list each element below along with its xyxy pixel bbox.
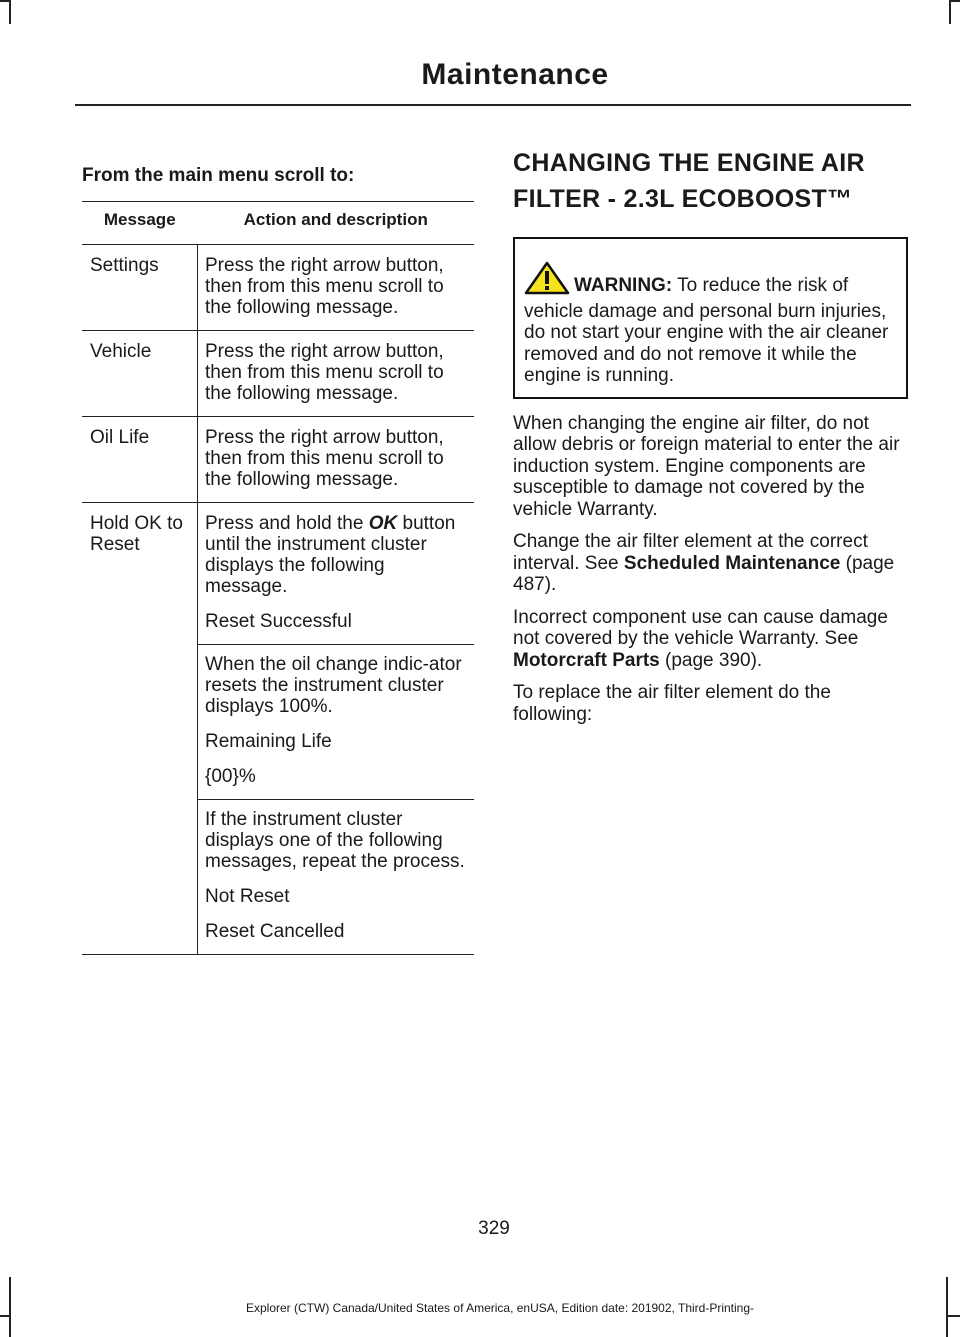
- paragraph-text: Incorrect component use can cause damage not covered by the vehicle Warranty. See: [513, 606, 888, 649]
- table-header-row: [82, 202, 474, 245]
- crop-mark-top-left-v: [9, 0, 11, 24]
- display-message: Not Reset: [205, 886, 290, 907]
- section-title: CHANGING THE ENGINE AIR FILTER - 2.3L ECOBOOST™: [513, 149, 865, 213]
- crop-mark-top-left: [0, 0, 9, 2]
- row-message: Vehicle: [82, 331, 198, 417]
- header-rule: [75, 104, 911, 106]
- row-action: [198, 800, 475, 955]
- display-message: Reset Cancelled: [205, 921, 345, 942]
- left-column: [82, 165, 474, 955]
- crop-mark-top-right-v: [949, 0, 951, 24]
- header-message: Message: [82, 202, 198, 245]
- footer-text: Explorer (CTW) Canada/United States of America, enUSA, Edition date: 201902, Third-Printing-: [245, 1301, 755, 1315]
- crop-mark-top-right: [951, 0, 960, 2]
- action-text: [205, 513, 468, 597]
- action-text: When the oil change indic-ator resets the instrument cluster displays 100%.: [205, 654, 462, 717]
- row-message: Oil Life: [82, 417, 198, 503]
- row-message: Settings: [82, 245, 198, 331]
- warning-text: To reduce the risk of vehicle damage and personal burn injuries, do not start your engine with the air cleaner removed and do not remove it while the engine is running.: [524, 275, 889, 386]
- table-row: [82, 417, 474, 503]
- row-action: [198, 503, 475, 645]
- table-intro: From the main menu scroll to:: [82, 165, 355, 186]
- row-action: Press the right arrow button, then from this menu scroll to the following message.: [198, 245, 475, 331]
- action-text-post: button until the instrument cluster displays the following message.: [205, 513, 456, 597]
- row-message: Hold OK to Reset: [82, 503, 198, 955]
- paragraph: [513, 607, 908, 672]
- warning-label: WARNING:: [574, 275, 673, 296]
- display-value: {00}%: [205, 766, 256, 787]
- header-action: Action and description: [198, 202, 475, 245]
- row-action: [198, 645, 475, 800]
- right-column: [513, 145, 908, 736]
- table-row: [82, 331, 474, 417]
- page-number: 329: [478, 1218, 510, 1239]
- crop-mark-bottom-left: [0, 1315, 9, 1317]
- paragraph-text: (page 487).: [513, 552, 895, 595]
- message-table: [82, 201, 474, 955]
- display-message: Reset Successful: [205, 611, 352, 632]
- paragraph-text: (page 390).: [659, 649, 763, 671]
- warning-triangle-icon: [524, 261, 570, 301]
- paragraph: When changing the engine air filter, do not allow debris or foreign material to enter the air induction system. Engine components are susceptible to damage not covered by the vehicle Warranty.: [513, 412, 900, 520]
- display-message: Remaining Life: [205, 731, 332, 752]
- table-row: [82, 503, 474, 645]
- row-action: Press the right arrow button, then from this menu scroll to the following message.: [198, 417, 475, 503]
- link-motorcraft-parts[interactable]: Motorcraft Parts: [513, 649, 660, 671]
- warning-box: [513, 237, 908, 399]
- row-action: Press the right arrow button, then from this menu scroll to the following message.: [198, 331, 475, 417]
- ok-button-label: OK: [368, 513, 398, 534]
- action-text-pre: Press and hold the: [205, 513, 369, 534]
- paragraph: To replace the air filter element do the following:: [513, 682, 831, 725]
- crop-mark-bottom-right: [948, 1315, 960, 1317]
- paragraph-text: Change the air filter element at the correct interval. See: [513, 531, 868, 574]
- table-row: [82, 245, 474, 331]
- link-scheduled-maintenance[interactable]: Scheduled Maintenance: [623, 552, 841, 574]
- page-title: Maintenance: [421, 58, 609, 91]
- action-text: If the instrument cluster displays one of the following messages, repeat the process.: [205, 809, 465, 872]
- paragraph: [513, 531, 908, 596]
